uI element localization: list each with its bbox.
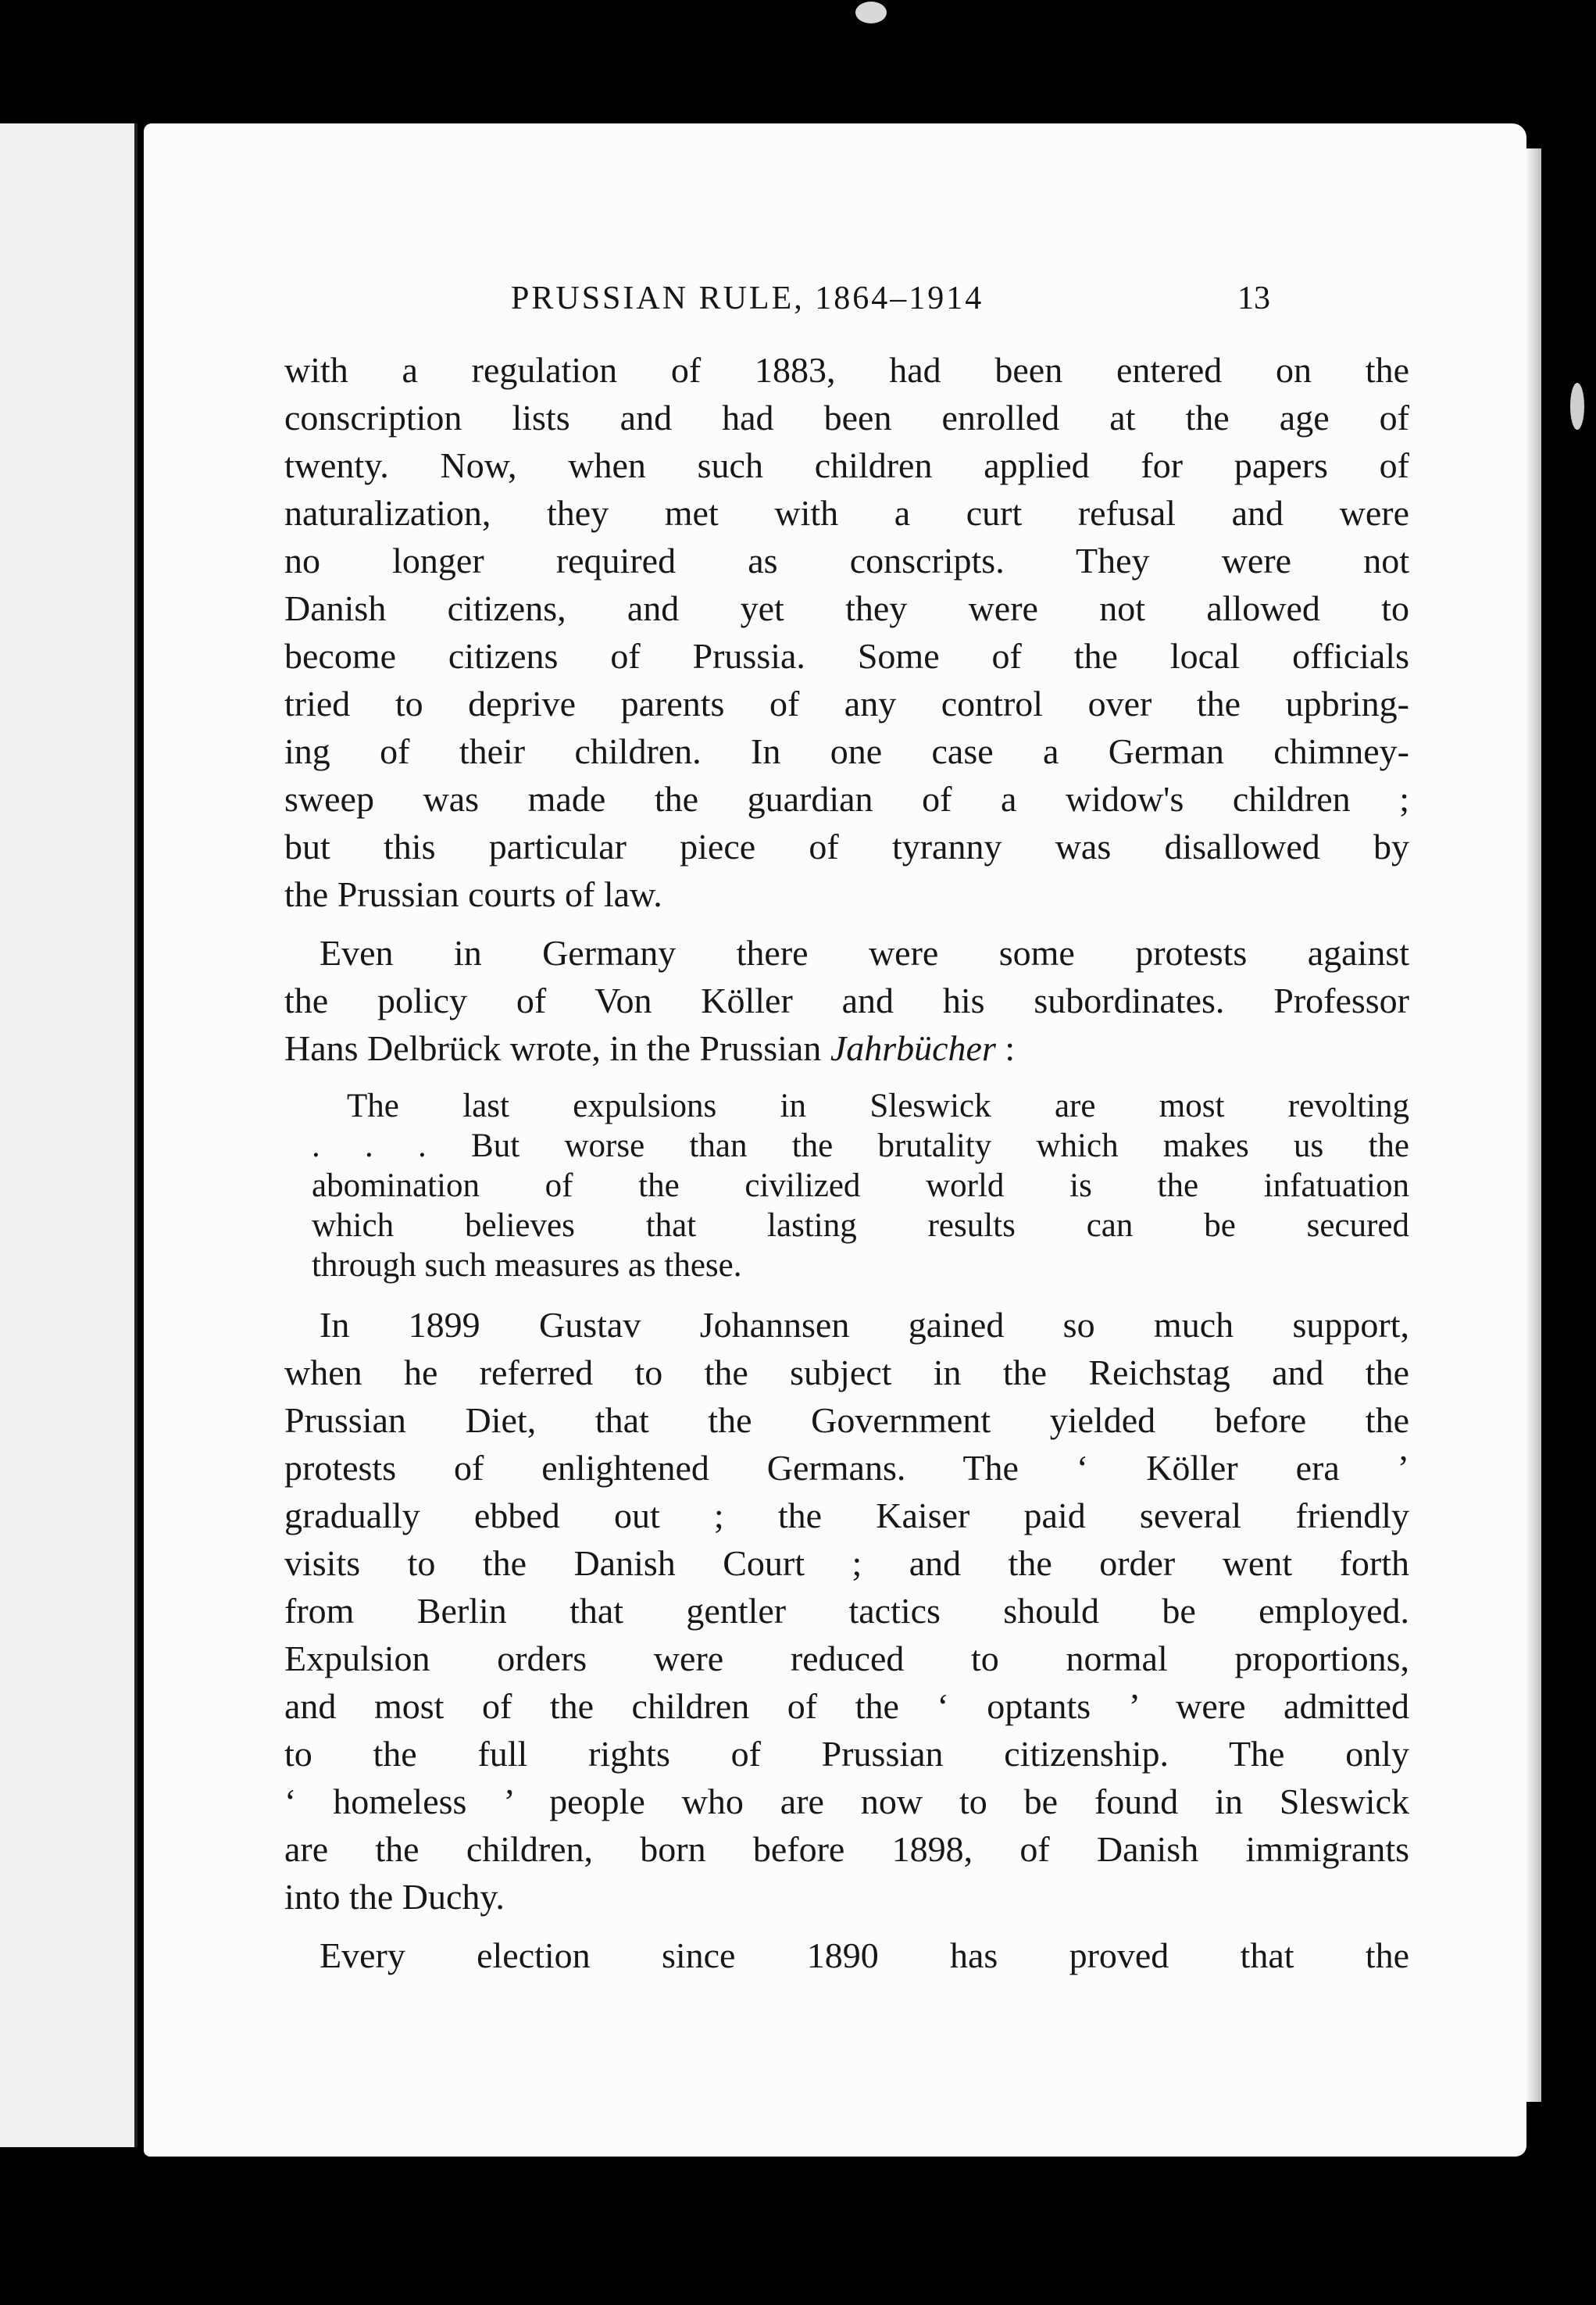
text-line: from Berlin that gentler tactics should be employed. [284,1591,1409,1631]
text-line: into the Duchy. [284,1877,505,1917]
text-fragment: : [995,1028,1016,1068]
quote-line: which believes that lasting results can be secured [312,1207,1409,1244]
journal-title: Jahrbücher [830,1028,996,1068]
text-line [284,1024,1409,1072]
text-line: twenty. Now, when such children applied for papers of [284,445,1409,485]
text-fragment: Hans Delbrück wrote, in the Prussian [284,1028,822,1068]
text-line: to the full rights of Prussian citizenship. The only [284,1734,1409,1774]
quote-line: through such measures as these. [312,1247,742,1284]
paragraph-2 [284,929,1409,1072]
text-line: gradually ebbed out ; the Kaiser paid several friendly [284,1496,1409,1535]
text-line: with a regulation of 1883, had been entered on the [284,350,1409,390]
text-line: conscription lists and had been enrolled at the age of [284,398,1409,438]
facing-page-edge [0,123,137,2147]
text-line: sweep was made the guardian of a widow's children ; [284,779,1409,819]
book-page [144,123,1526,2157]
text-line: naturalization, they met with a curt refusal and were [284,493,1409,533]
text-line: when he referred to the subject in the Reichstag and the [284,1353,1409,1392]
page-text [284,346,1409,1979]
text-line: visits to the Danish Court ; and the order went forth [284,1543,1409,1583]
text-line: protests of enlightened Germans. The ‘ Köller era ’ [284,1448,1409,1488]
running-head: PRUSSIAN RULE, 1864–1914 [511,281,984,316]
text-line: Every election since 1890 has proved that the [320,1935,1409,1975]
text-line: are the children, born before 1898, of Danish immigrants [284,1829,1409,1869]
text-line: ‘ homeless ’ people who are now to be found in Sleswick [284,1781,1409,1821]
text-line: but this particular piece of tyranny was disallowed by [284,827,1409,867]
text-line: Danish citizens, and yet they were not allowed to [284,588,1409,628]
text-line: tried to deprive parents of any control over the upbring- [284,684,1409,724]
page-number: 13 [1237,281,1270,316]
page-header [144,280,1526,327]
text-line: and most of the children of the ‘ optants ’ were admitted [284,1686,1409,1726]
text-line: In 1899 Gustav Johannsen gained so much support, [320,1305,1409,1345]
text-line: no longer required as conscripts. They were not [284,541,1409,581]
text-line: ing of their children. In one case a German chimney- [284,731,1409,771]
text-line: Even in Germany there were some protests against [320,933,1409,973]
paragraph-1 [284,346,1409,918]
scan-dust-speck [855,2,887,23]
block-quote [312,1086,1409,1285]
scan-dust-speck [1570,383,1584,430]
text-line: become citizens of Prussia. Some of the local officials [284,636,1409,676]
quote-line: . . . But worse than the brutality which makes us the [312,1127,1409,1164]
quote-line: The last expulsions in Sleswick are most revolting [347,1088,1409,1124]
quote-line: abomination of the civilized world is the infatuation [312,1167,1409,1204]
paragraph-3 [284,1301,1409,1921]
text-line: Expulsion orders were reduced to normal proportions, [284,1639,1409,1678]
text-line: Prussian Diet, that the Government yielded before the [284,1400,1409,1440]
text-line: the policy of Von Köller and his subordinates. Professor [284,981,1409,1020]
text-line: the Prussian courts of law. [284,874,662,914]
paragraph-4 [284,1932,1409,1979]
